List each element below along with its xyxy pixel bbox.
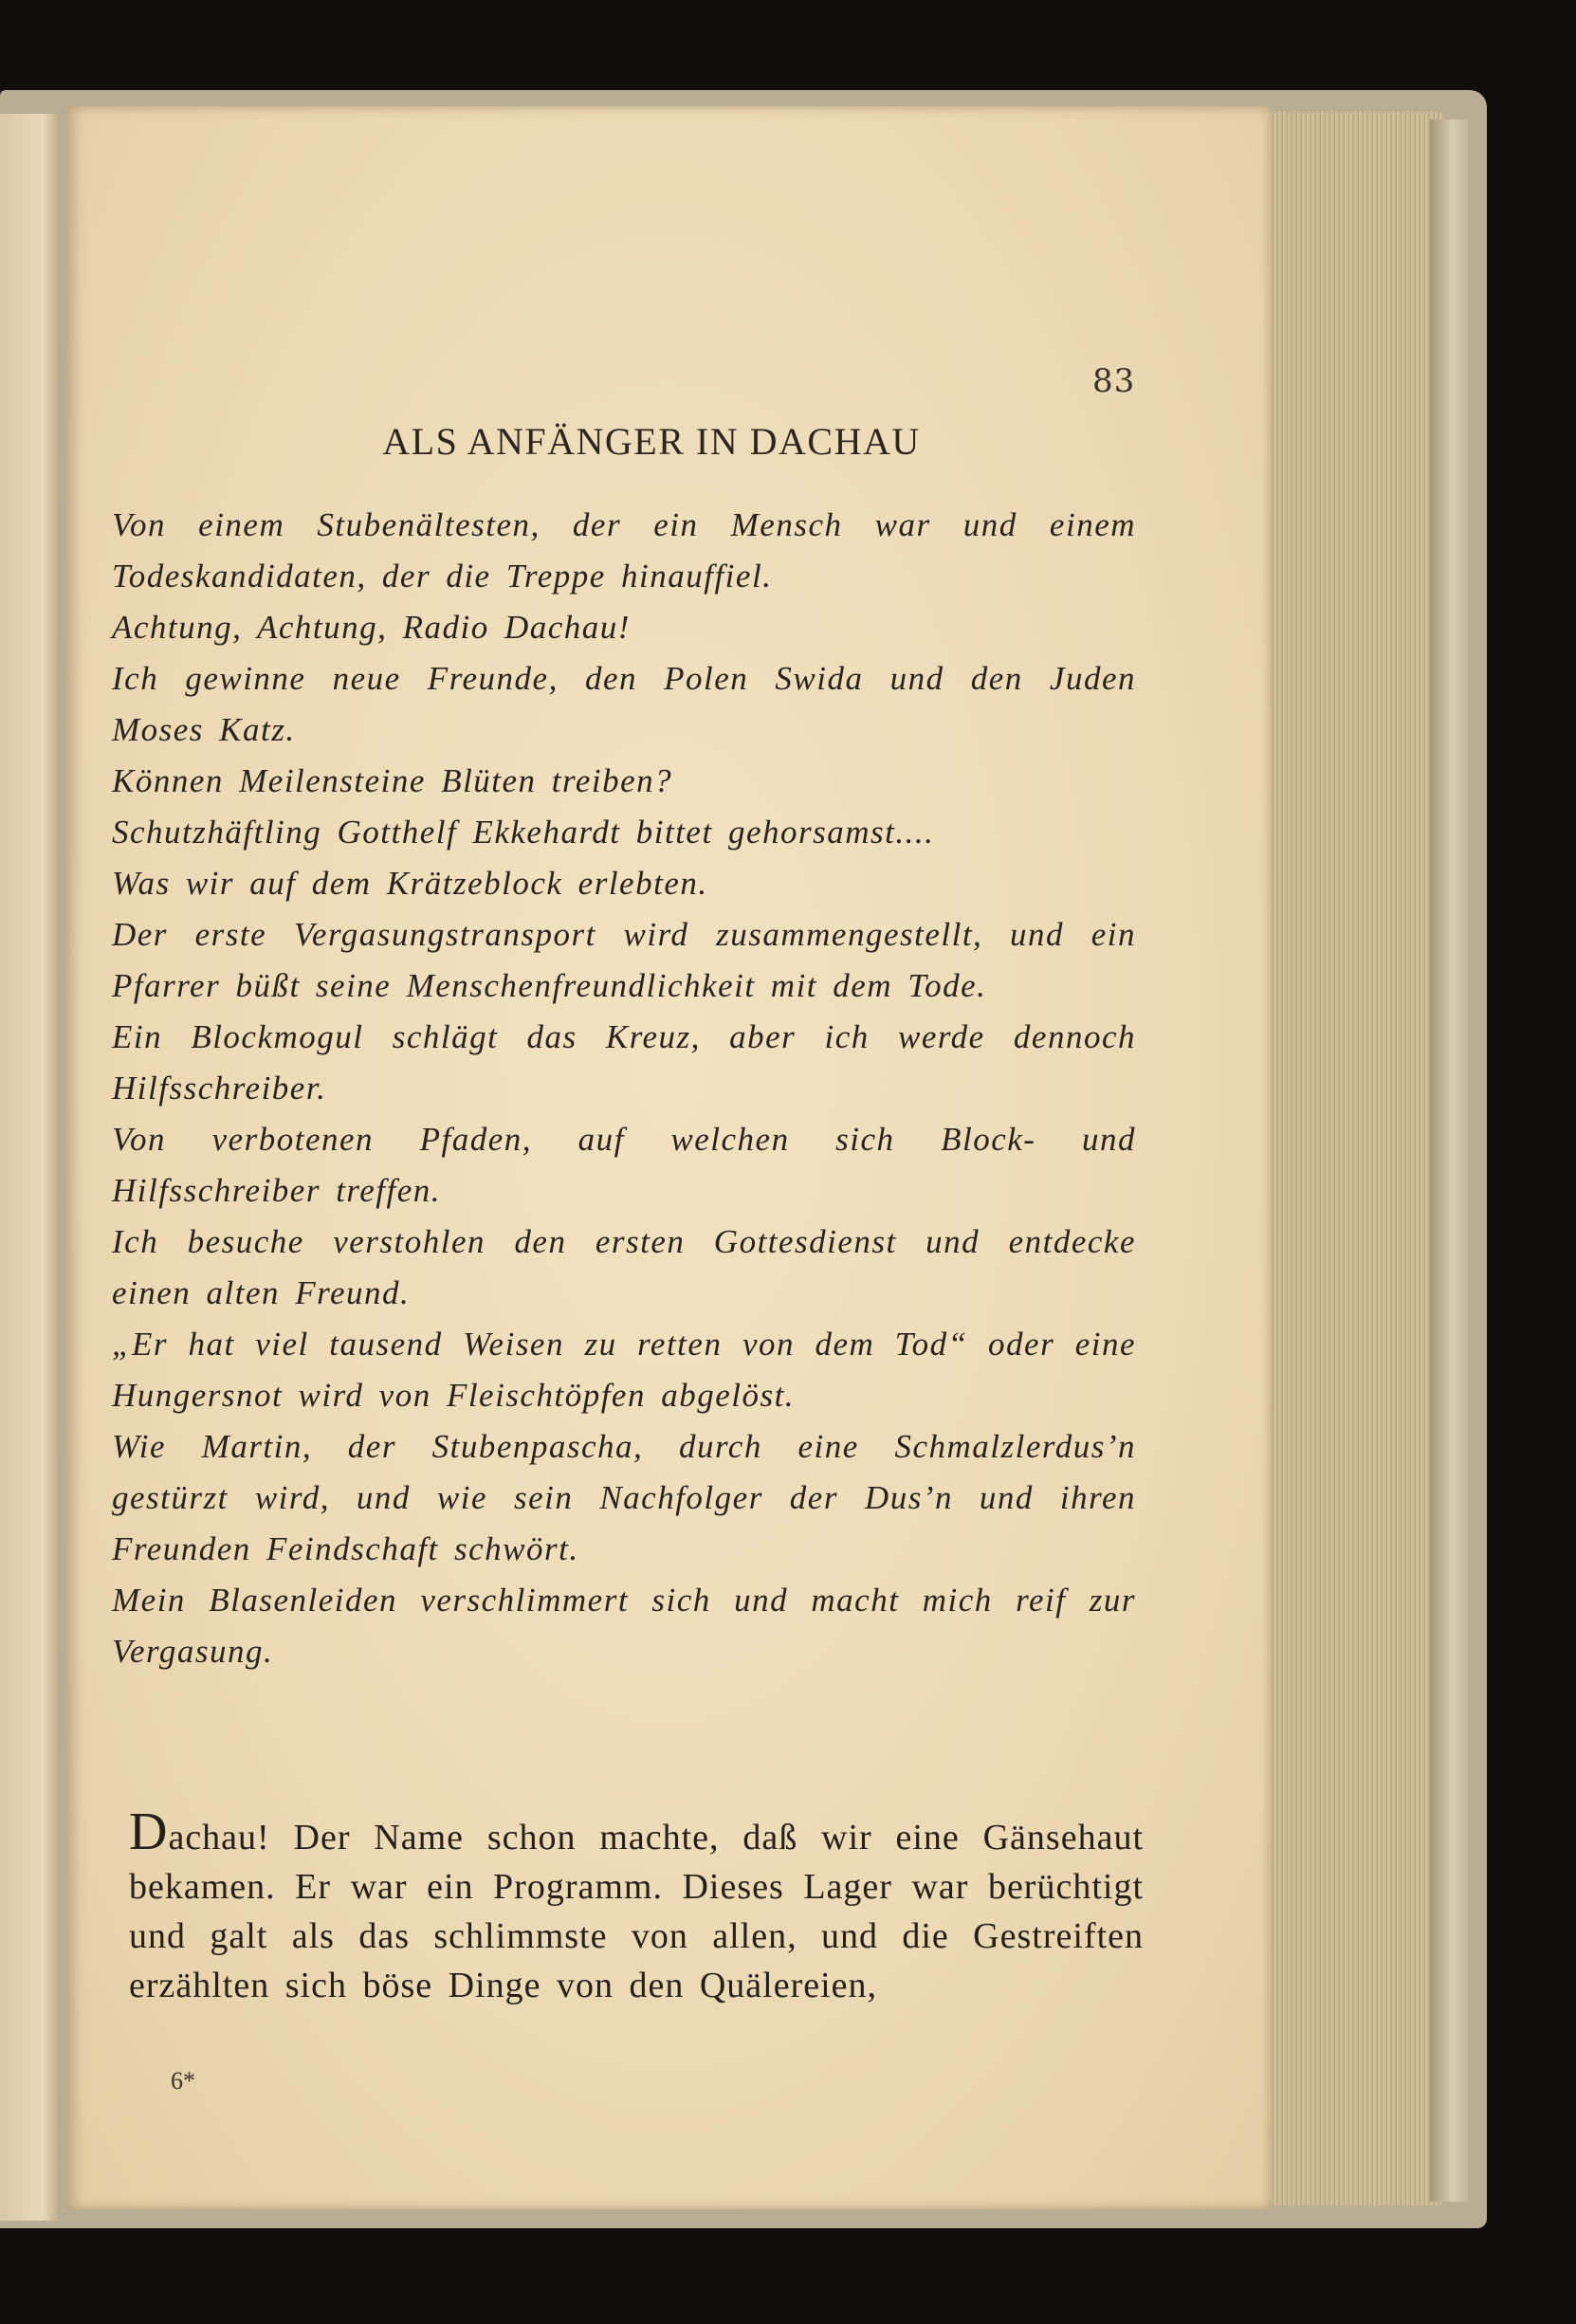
book-page [66,106,1271,2209]
summary-line: Wie Martin, der Stubenpascha, durch eine Schmalzlerdus’n gestürzt wird, und wie sein Nachfolger der Dus’n und ihren Freunden Feindschaft schwört. [112,1428,1136,1567]
left-page-edge [0,114,61,2221]
summary-line: Der erste Vergasungstransport wird zusammengestellt, und ein Pfarrer büßt seine Menschenfreundlichkeit mit dem Tode. [112,916,1136,1004]
summary-line: Mein Blasenleiden verschlimmert sich und macht mich reif zur Vergasung. [112,1582,1136,1670]
summary-line: Können Meilensteine Blüten treiben? [112,762,673,799]
body-text: achau! Der Name schon machte, daß wir eine Gänsehaut bekamen. Er war ein Programm. Dieses Lager war berüchtigt und galt als das schlimmste von allen, und die Gestreiften erzählten sich böse Dinge von den Quälereien, [129,1818,1144,2005]
initial-letter: D [129,1802,169,1861]
summary-line: Ein Blockmogul schlägt das Kreuz, aber ich werde dennoch Hilfsschreiber. [112,1018,1136,1107]
summary-line: Was wir auf dem Krätzeblock erlebten. [112,865,708,902]
summary-line: Von einem Stubenältesten, der ein Mensch war und einem Todeskandidaten, der die Treppe hinauffiel. [112,506,1136,595]
summary-line: Achtung, Achtung, Radio Dachau! [112,609,631,646]
chapter-summary [112,500,1136,1677]
summary-line: Ich gewinne neue Freunde, den Polen Swida und den Juden Moses Katz. [112,660,1136,748]
body-paragraph [129,1802,1144,2010]
summary-line: „Er hat viel tausend Weisen zu retten von dem Tod“ oder eine Hungersnot wird von Fleischtöpfen abgelöst. [112,1326,1136,1414]
chapter-title: ALS ANFÄNGER IN DACHAU [382,420,921,463]
cover-edge [1430,119,1468,2202]
summary-line: Schutzhäftling Gotthelf Ekkehardt bittet gehorsamst.... [112,814,935,851]
signature-mark: 6* [171,2067,195,2095]
page-number: 83 [1092,362,1136,400]
summary-line: Ich besuche verstohlen den ersten Gottesdienst und entdecke einen alten Freund. [112,1223,1136,1311]
summary-line: Von verbotenen Pfaden, auf welchen sich Block- und Hilfsschreiber treffen. [112,1121,1136,1209]
